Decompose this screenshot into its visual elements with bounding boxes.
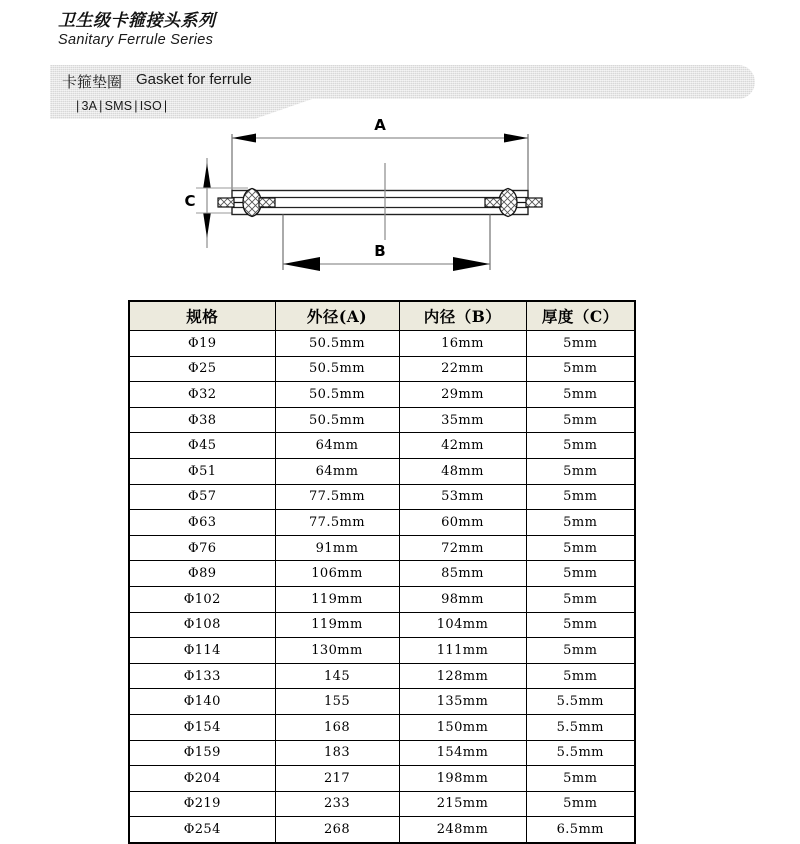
table-row (129, 382, 635, 408)
page-title-en: Sanitary Ferrule Series (58, 32, 214, 48)
dimension-b (283, 214, 490, 271)
table-row (129, 561, 635, 587)
cell-outer-diameter: 91mm (275, 535, 399, 561)
cell-inner-diameter: 215mm (399, 791, 526, 817)
standards-divider: | (76, 99, 80, 113)
standards-divider: | (134, 99, 138, 113)
cell-inner-diameter: 154mm (399, 740, 526, 766)
cell-outer-diameter: 130mm (275, 638, 399, 664)
cell-thickness: 5mm (526, 561, 635, 587)
cell-outer-diameter: 50.5mm (275, 382, 399, 408)
cell-outer-diameter: 50.5mm (275, 331, 399, 357)
cell-inner-diameter: 48mm (399, 458, 526, 484)
cell-spec: Φ51 (129, 458, 275, 484)
dimension-label-a: A (374, 118, 386, 134)
cell-spec: Φ114 (129, 638, 275, 664)
cell-thickness: 5mm (526, 535, 635, 561)
cell-spec: Φ45 (129, 433, 275, 459)
cell-thickness: 5mm (526, 510, 635, 536)
cell-spec: Φ133 (129, 663, 275, 689)
cell-thickness: 5mm (526, 331, 635, 357)
cell-thickness: 5mm (526, 663, 635, 689)
cell-outer-diameter: 50.5mm (275, 407, 399, 433)
cell-inner-diameter: 104mm (399, 612, 526, 638)
gasket-body (232, 163, 528, 240)
cell-inner-diameter: 98mm (399, 586, 526, 612)
cell-thickness: 6.5mm (526, 817, 635, 843)
standards-divider: | (163, 99, 168, 113)
cell-inner-diameter: 42mm (399, 433, 526, 459)
product-name-en: Gasket for ferrule (136, 71, 252, 88)
cell-thickness: 5.5mm (526, 689, 635, 715)
product-name-cn: 卡箍垫圈 (62, 73, 123, 91)
cell-spec: Φ19 (129, 331, 275, 357)
cell-outer-diameter: 168 (275, 714, 399, 740)
cell-spec: Φ25 (129, 356, 275, 382)
table-row (129, 689, 635, 715)
table-row (129, 817, 635, 843)
cell-thickness: 5mm (526, 638, 635, 664)
cell-thickness: 5mm (526, 356, 635, 382)
cell-inner-diameter: 111mm (399, 638, 526, 664)
column-header-outer-diameter: 外径(A) (275, 301, 399, 331)
cell-inner-diameter: 248mm (399, 817, 526, 843)
cell-thickness: 5mm (526, 382, 635, 408)
cell-spec: Φ140 (129, 689, 275, 715)
cell-outer-diameter: 77.5mm (275, 484, 399, 510)
column-header-spec: 规格 (129, 301, 275, 331)
page-header (0, 0, 800, 62)
cell-thickness: 5.5mm (526, 740, 635, 766)
cell-spec: Φ102 (129, 586, 275, 612)
cell-inner-diameter: 22mm (399, 356, 526, 382)
table-row (129, 791, 635, 817)
cell-inner-diameter: 198mm (399, 766, 526, 792)
standards-list (74, 99, 169, 113)
cell-thickness: 5.5mm (526, 714, 635, 740)
gasket-cross-section-svg (0, 118, 800, 293)
technical-drawing (0, 118, 800, 293)
table-row (129, 638, 635, 664)
cell-spec: Φ159 (129, 740, 275, 766)
cell-outer-diameter: 64mm (275, 458, 399, 484)
cell-outer-diameter: 233 (275, 791, 399, 817)
cell-spec: Φ154 (129, 714, 275, 740)
cell-inner-diameter: 135mm (399, 689, 526, 715)
product-banner (0, 63, 800, 121)
table-body (129, 331, 635, 843)
cell-spec: Φ63 (129, 510, 275, 536)
cell-spec: Φ89 (129, 561, 275, 587)
table-row (129, 740, 635, 766)
cell-thickness: 5mm (526, 612, 635, 638)
cell-thickness: 5mm (526, 766, 635, 792)
standards-divider: | (99, 99, 103, 113)
cell-outer-diameter: 155 (275, 689, 399, 715)
cell-inner-diameter: 16mm (399, 331, 526, 357)
cell-inner-diameter: 35mm (399, 407, 526, 433)
table-row (129, 407, 635, 433)
cell-outer-diameter: 64mm (275, 433, 399, 459)
cell-thickness: 5mm (526, 458, 635, 484)
cell-thickness: 5mm (526, 433, 635, 459)
table-header (129, 301, 635, 331)
cell-spec: Φ108 (129, 612, 275, 638)
cell-spec: Φ76 (129, 535, 275, 561)
cell-inner-diameter: 29mm (399, 382, 526, 408)
table-row (129, 535, 635, 561)
cell-spec: Φ38 (129, 407, 275, 433)
cell-thickness: 5mm (526, 407, 635, 433)
dimension-label-c: C (184, 192, 196, 210)
cell-outer-diameter: 145 (275, 663, 399, 689)
specification-table (128, 300, 636, 844)
table-row (129, 766, 635, 792)
cell-outer-diameter: 183 (275, 740, 399, 766)
standard-sms: SMS (104, 99, 133, 113)
table-row (129, 612, 635, 638)
table-row (129, 586, 635, 612)
cell-outer-diameter: 119mm (275, 612, 399, 638)
cell-inner-diameter: 85mm (399, 561, 526, 587)
table-row (129, 663, 635, 689)
standard-3a: 3A (81, 99, 98, 113)
cell-inner-diameter: 53mm (399, 484, 526, 510)
dimension-label-b: B (374, 242, 386, 260)
cell-outer-diameter: 119mm (275, 586, 399, 612)
cell-thickness: 5mm (526, 484, 635, 510)
cell-spec: Φ254 (129, 817, 275, 843)
cell-spec: Φ204 (129, 766, 275, 792)
table-row (129, 356, 635, 382)
cell-outer-diameter: 77.5mm (275, 510, 399, 536)
column-header-inner-diameter: 内径（B） (399, 301, 526, 331)
table-row (129, 458, 635, 484)
table-row (129, 331, 635, 357)
cell-inner-diameter: 72mm (399, 535, 526, 561)
table-header-row (129, 301, 635, 331)
table-row (129, 433, 635, 459)
table-row (129, 714, 635, 740)
cell-thickness: 5mm (526, 791, 635, 817)
column-header-thickness: 厚度（C） (526, 301, 635, 331)
cell-spec: Φ57 (129, 484, 275, 510)
page-title-cn: 卫生级卡箍接头系列 (58, 11, 216, 31)
cell-outer-diameter: 50.5mm (275, 356, 399, 382)
table-row (129, 484, 635, 510)
cell-outer-diameter: 268 (275, 817, 399, 843)
cell-inner-diameter: 60mm (399, 510, 526, 536)
standard-iso: ISO (139, 99, 162, 113)
table-row (129, 510, 635, 536)
specification-table-container (128, 300, 634, 844)
cell-spec: Φ219 (129, 791, 275, 817)
cell-inner-diameter: 128mm (399, 663, 526, 689)
cell-spec: Φ32 (129, 382, 275, 408)
cell-outer-diameter: 106mm (275, 561, 399, 587)
cell-thickness: 5mm (526, 586, 635, 612)
cell-inner-diameter: 150mm (399, 714, 526, 740)
cell-outer-diameter: 217 (275, 766, 399, 792)
